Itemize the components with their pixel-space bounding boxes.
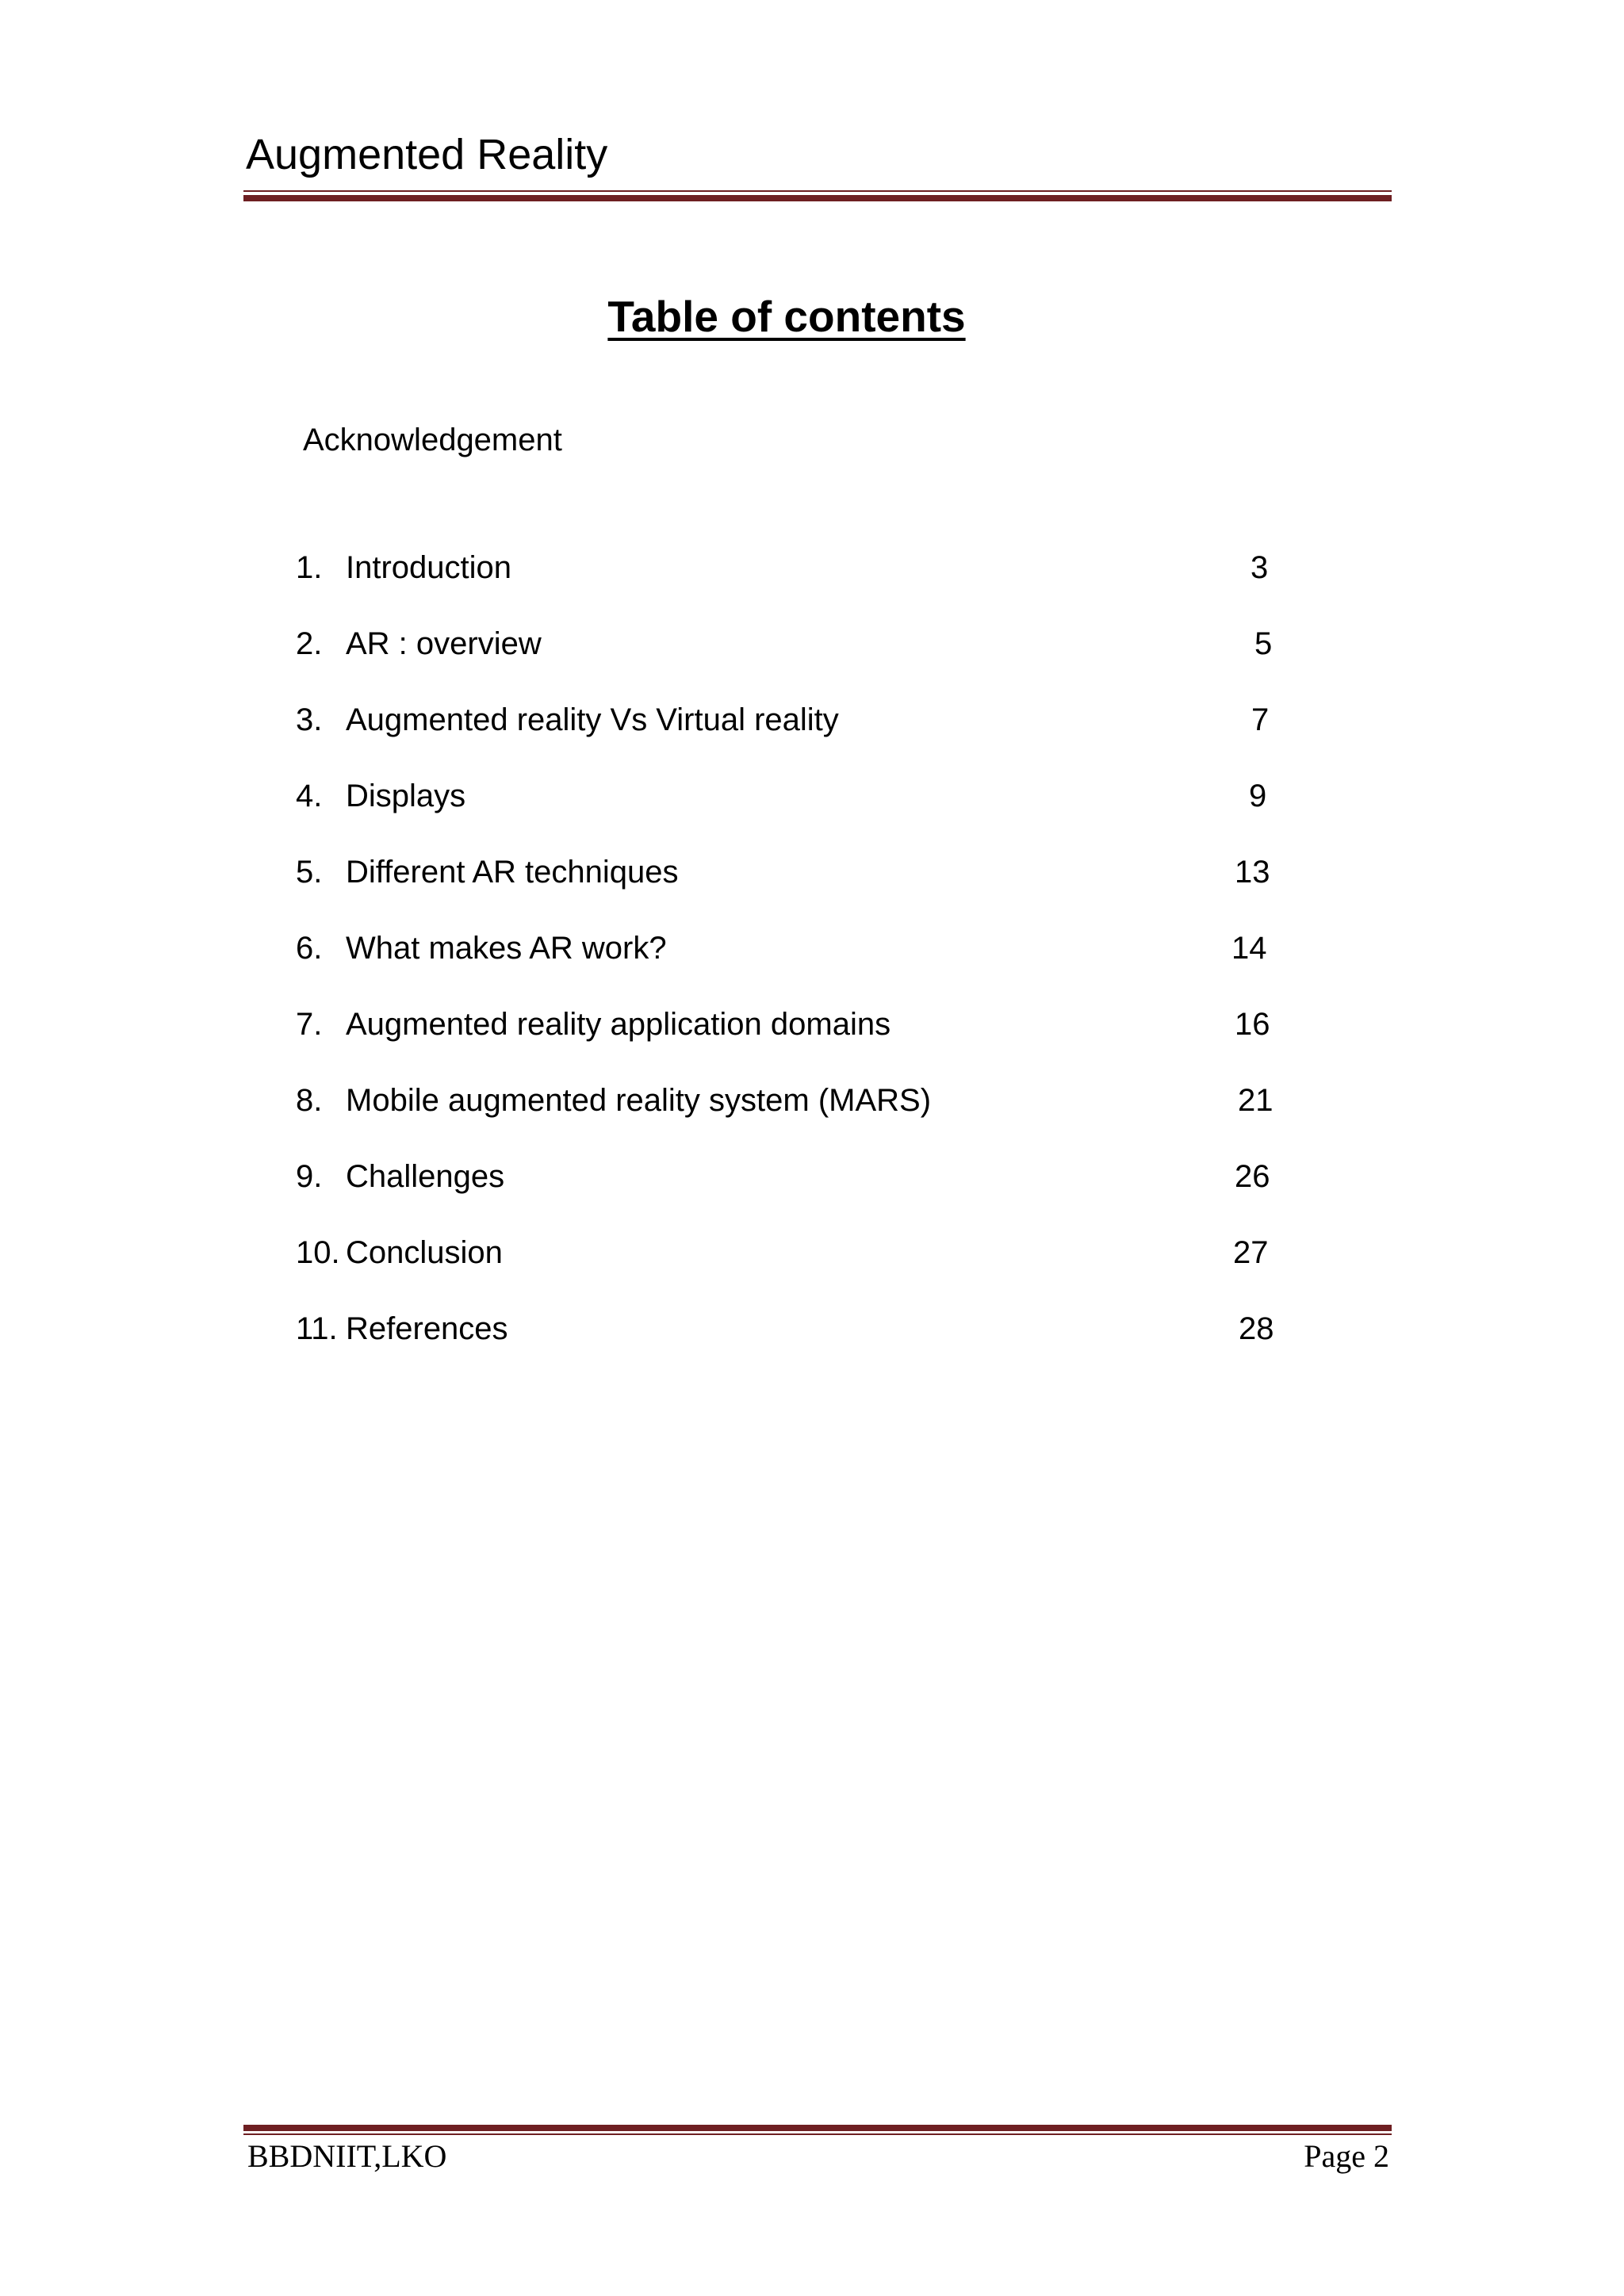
header-title: Augmented Reality <box>246 131 608 178</box>
header-rule-thin <box>243 190 1392 192</box>
toc-entry-label: Mobile augmented reality system (MARS) <box>346 1083 932 1118</box>
toc-entry-number: 9. <box>296 1159 323 1194</box>
toc-entry-page: 16 <box>1235 1007 1270 1042</box>
toc-entry-number: 4. <box>296 779 323 813</box>
toc-heading: Table of contents <box>607 292 966 341</box>
toc-entry-page: 14 <box>1231 931 1267 966</box>
toc-entry-page: 7 <box>1251 702 1270 737</box>
toc-entry-page: 5 <box>1254 626 1273 661</box>
toc-entry-label: Different AR techniques <box>346 855 679 890</box>
toc-entry-label: Augmented reality application domains <box>346 1007 891 1042</box>
toc-entry-page: 3 <box>1251 550 1269 585</box>
toc-entry-number: 2. <box>296 626 323 661</box>
toc-entry-number: 3. <box>296 702 323 737</box>
toc-entry-number: 10. <box>296 1235 340 1270</box>
toc-entry-page: 28 <box>1239 1311 1274 1346</box>
toc-acknowledgement: Acknowledgement <box>303 423 562 457</box>
toc-entry-page: 9 <box>1249 779 1267 813</box>
toc-entry-number: 1. <box>296 550 323 585</box>
toc-entry-label: Introduction <box>346 550 512 585</box>
toc-entry-page: 13 <box>1235 855 1270 890</box>
footer-rule-thin <box>243 2133 1392 2135</box>
footer-rule-thick <box>243 2125 1392 2131</box>
header-rule-thick <box>243 195 1392 201</box>
toc-entry-label: Displays <box>346 779 466 813</box>
toc-entry-page: 26 <box>1235 1159 1270 1194</box>
toc-entry-label: What makes AR work? <box>346 931 667 966</box>
toc-entry-number: 6. <box>296 931 323 966</box>
toc-entry-label: References <box>346 1311 508 1346</box>
toc-entry-page: 21 <box>1238 1083 1274 1118</box>
toc-entry-number: 7. <box>296 1007 323 1042</box>
footer-institution: BBDNIIT,LKO <box>247 2138 447 2174</box>
toc-entry-label: Augmented reality Vs Virtual reality <box>346 702 839 737</box>
toc-entry-label: Challenges <box>346 1159 505 1194</box>
toc-entry-number: 5. <box>296 855 323 890</box>
footer-page-number: Page 2 <box>1304 2138 1389 2174</box>
toc-entry-page: 27 <box>1233 1235 1269 1270</box>
toc-entry-label: Conclusion <box>346 1235 503 1270</box>
toc-entry-label: AR : overview <box>346 626 542 661</box>
toc-entry-number: 8. <box>296 1083 323 1118</box>
toc-entry-number: 11. <box>296 1311 338 1346</box>
